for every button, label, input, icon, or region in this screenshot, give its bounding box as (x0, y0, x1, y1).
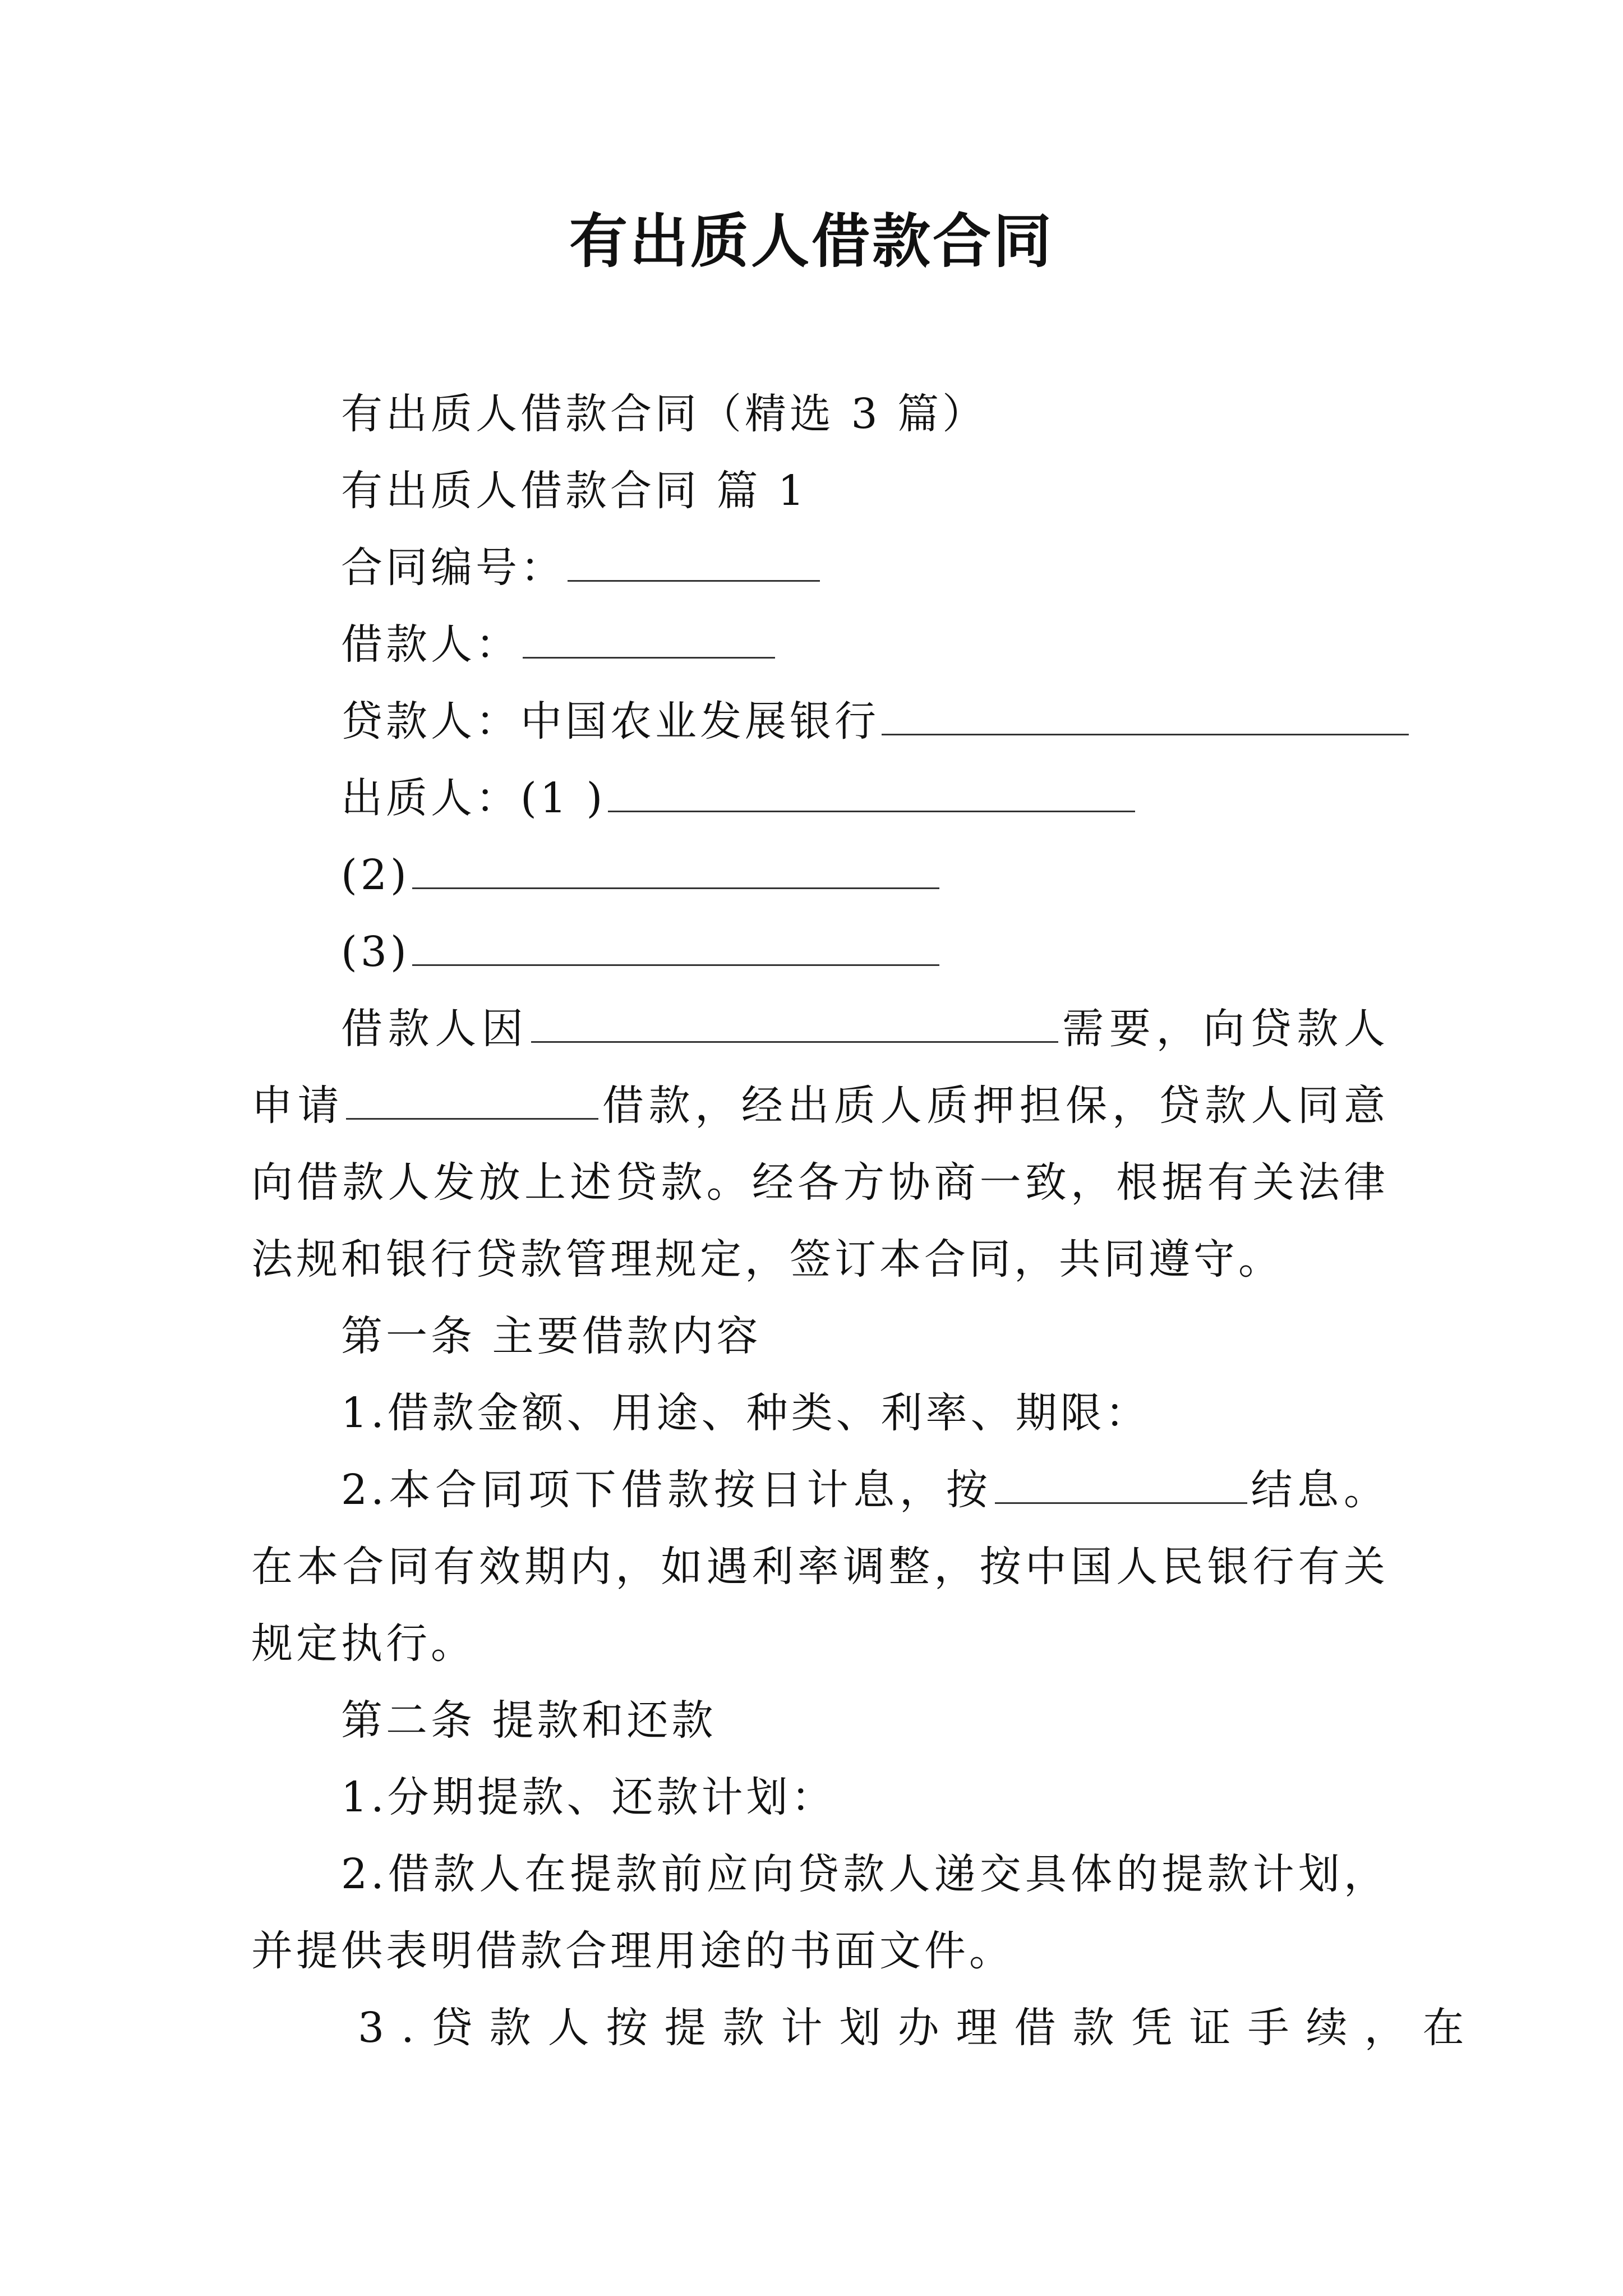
intro-text-c: 借款，经出质人质押担保，贷款人同意向借款人发放上述贷款。经各方协商一致，根据有关法律法规和银行贷款管理规定，签订本合同，共同遵守。 (251, 1082, 1389, 1283)
pledgor-label: 出质人：(1 ) (341, 774, 606, 822)
article1-item2 (251, 1452, 1389, 1682)
borrower-blank (523, 613, 775, 659)
amount-blank (346, 1074, 598, 1120)
article2-item1: 1.分期提款、还款计划： (341, 1773, 836, 1821)
borrower-label: 借款人： (341, 620, 520, 669)
lender-blank (882, 690, 1409, 735)
pledgor-2-label: (2) (341, 851, 410, 899)
document-body (251, 376, 1481, 2067)
article1-heading: 第一条 主要借款内容 (341, 1312, 762, 1360)
article1-item2-a: 2.本合同项下借款按日计息，按 (341, 1466, 993, 1514)
pledgor-blank-2 (412, 844, 939, 889)
interest-blank (995, 1458, 1247, 1504)
article1-item1: 1.借款金额、用途、种类、利率、期限： (341, 1389, 1150, 1437)
intro-paragraph (251, 991, 1389, 1298)
intro-text-b: 需要，向贷款人申请 (251, 1005, 1389, 1130)
contract-no-line (251, 530, 1389, 606)
pledgor-blank-1 (608, 767, 1135, 812)
document-title: 有出质人借款合同 (569, 206, 1054, 275)
pledgor-line-2 (251, 837, 1389, 914)
article1-item2-b: 结息。在本合同有效期内，如遇利率调整，按中国人民银行有关规定执行。 (251, 1466, 1389, 1668)
contract-no-blank (568, 536, 820, 582)
pledgor-line-3 (251, 914, 1389, 991)
pledgor-3-label: (3) (341, 928, 410, 976)
borrower-line (251, 606, 1389, 683)
lender-line (251, 683, 1389, 760)
article2-heading: 第二条 提款和还款 (341, 1696, 717, 1745)
contract-no-label: 合同编号： (341, 544, 565, 592)
article2-item2: 2.借款人在提款前应向贷款人递交具体的提款计划，并提供表明借款合理用途的书面文件。 (251, 1850, 1389, 1975)
part-heading: 有出质人借款合同 篇 1 (341, 467, 808, 515)
lender-label: 贷款人：中国农业发展银行 (341, 697, 879, 746)
subtitle: 有出质人借款合同（精选 3 篇） (341, 390, 988, 438)
pledgor-line-1 (251, 760, 1389, 837)
purpose-blank (531, 997, 1058, 1043)
intro-text-a: 借款人因 (341, 1005, 529, 1053)
article2-item3: 3.贷款人按提款计划办理借款凭证手续，在 (358, 2004, 1481, 2052)
pledgor-blank-3 (412, 921, 939, 966)
